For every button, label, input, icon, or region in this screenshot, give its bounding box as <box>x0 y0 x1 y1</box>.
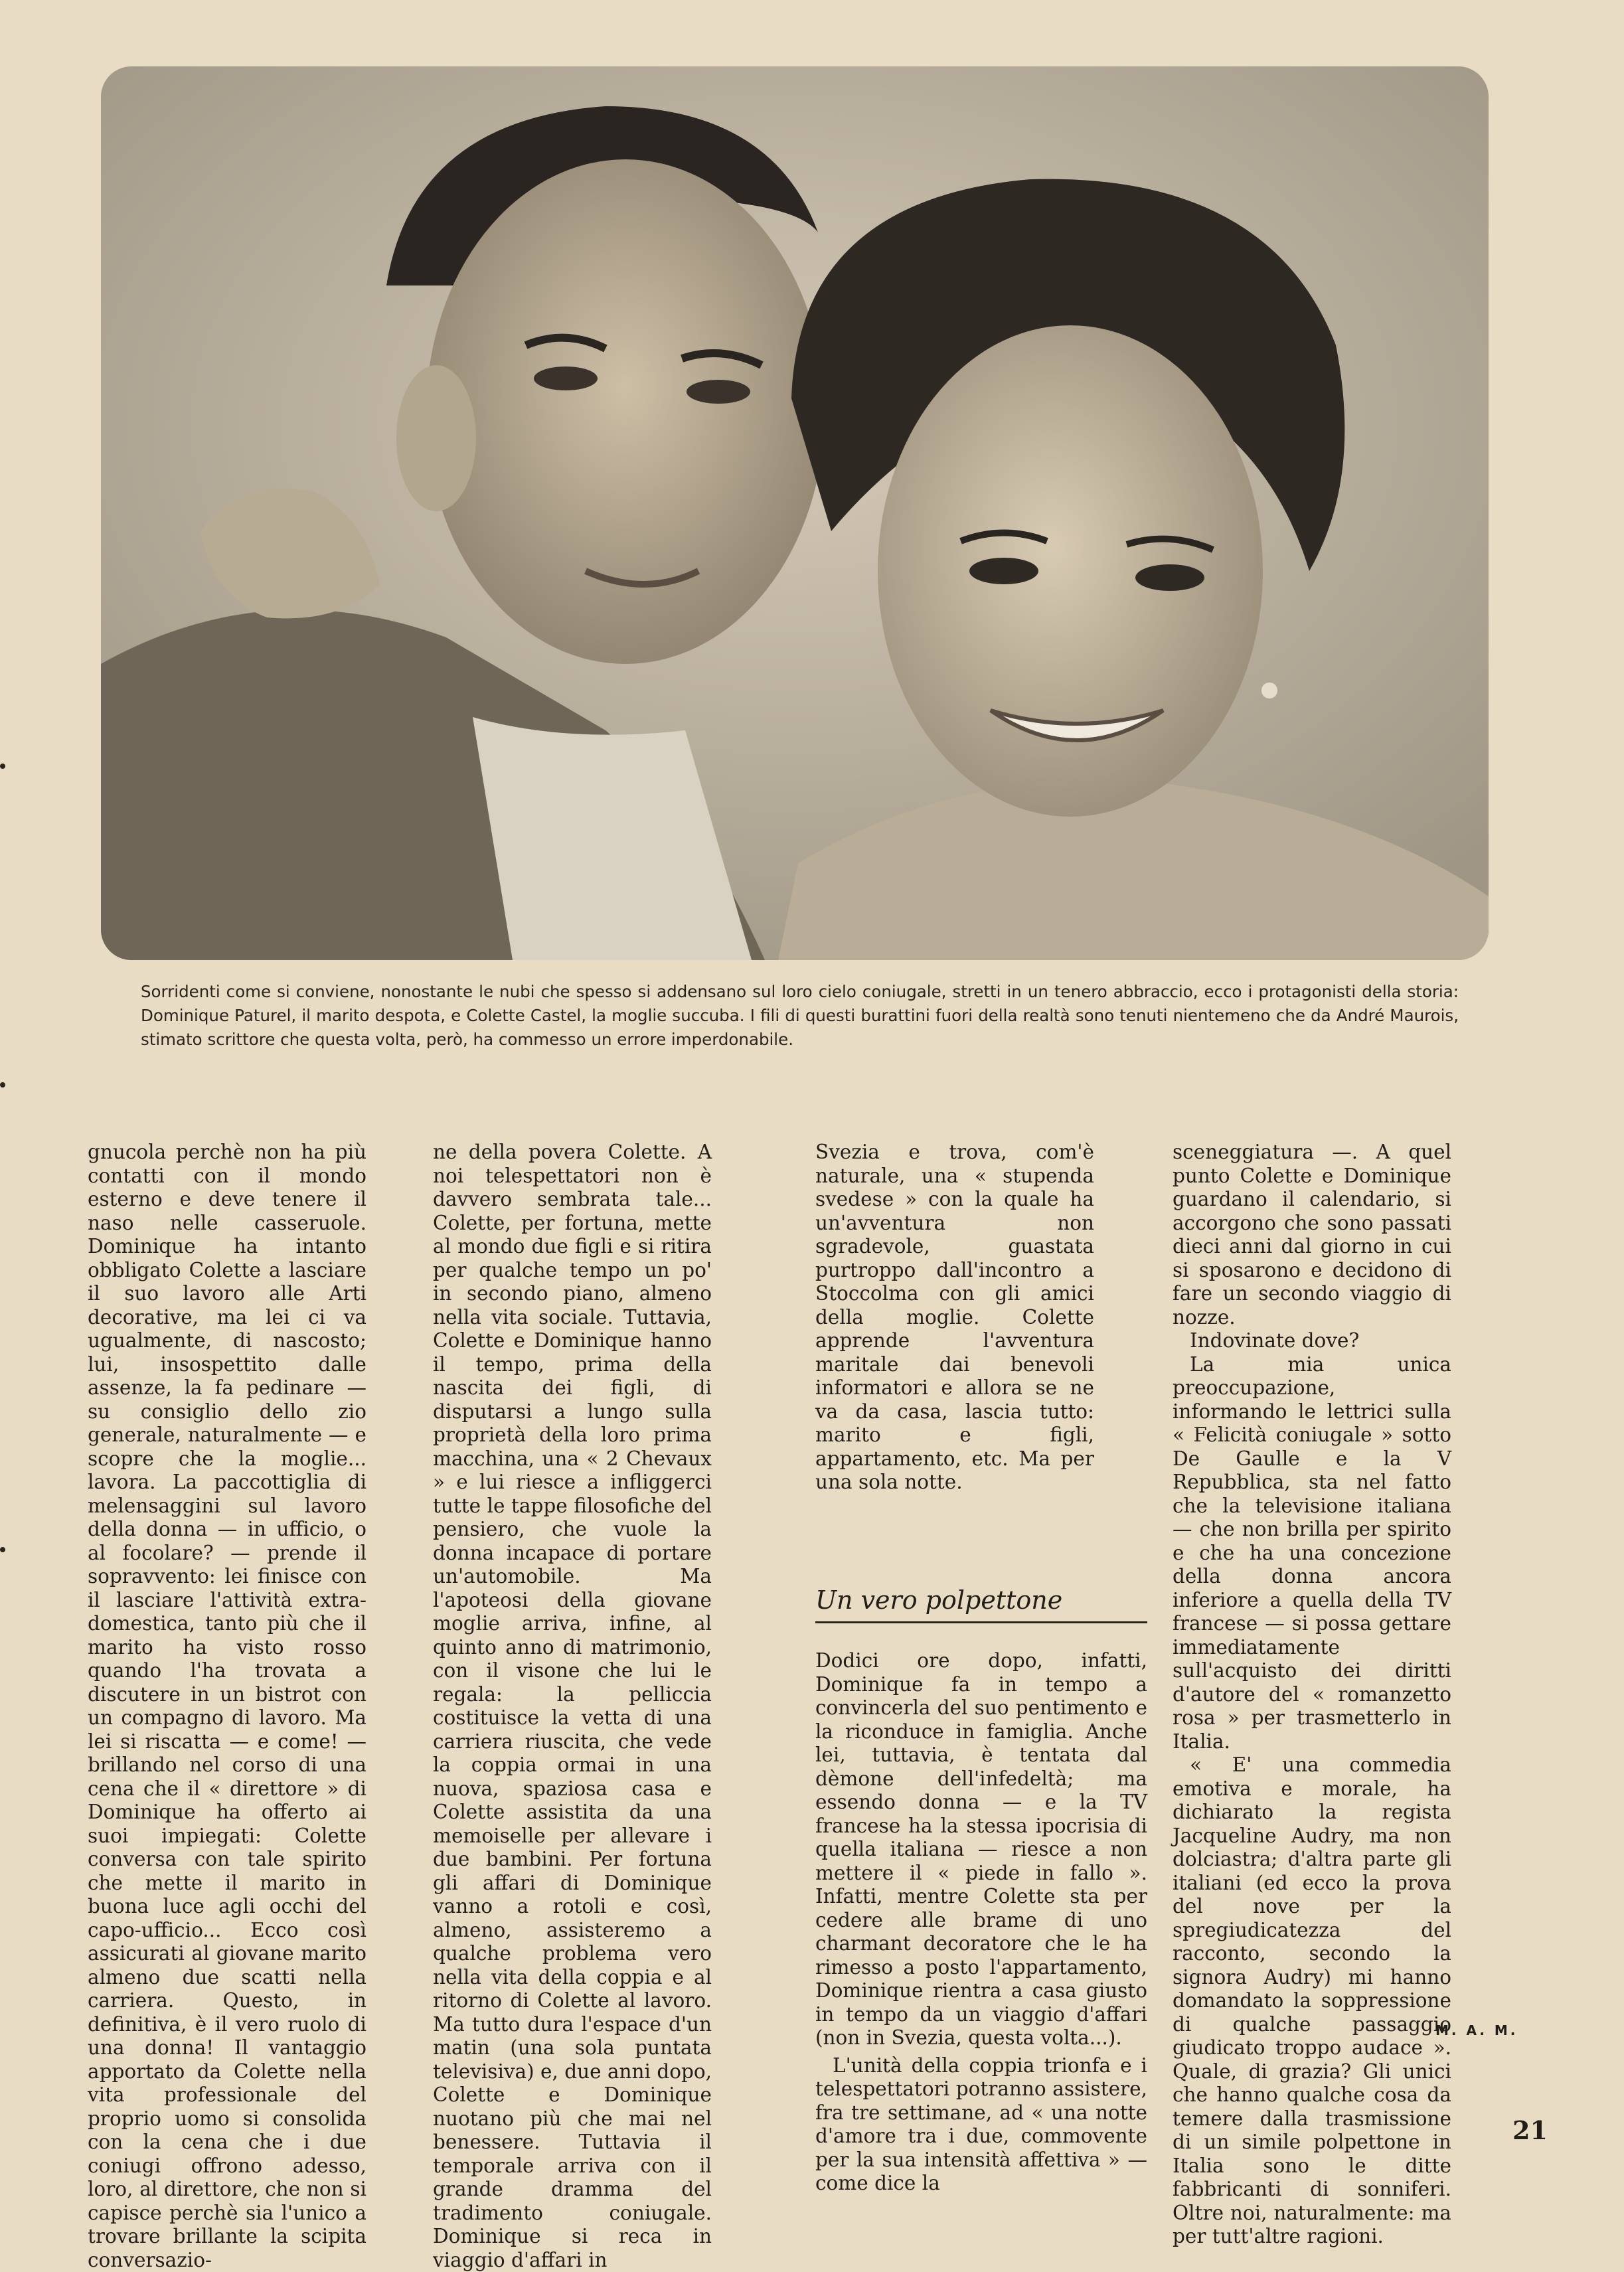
couple-photo <box>101 66 1489 960</box>
column-2-text: ne della povera Colette. A noi telespettatori non è davvero sembrata tale... Colette, per fortuna, mette al mondo due figli e si ritira per qualche tempo un po' in secondo piano, almeno nella vita sociale. Tuttavia, Colette e Dominique hanno il tempo, prima della nascita dei figli, di disputarsi a lungo sulla proprietà della loro prima macchina, una « 2 Chevaux » e lui riesce a infliggerci tutte le tappe filosofiche del pensiero, che vuole la donna incapace di portare un'automobile. Ma l'apoteosi della giovane moglie arriva, infine, al quinto anno di matrimonio, con il visone che lui le regala: la pelliccia costituisce la vetta di una carriera riuscita, che vede la coppia ormai in una nuova, spaziosa casa e Colette assistita da una memoiselle per allevare i due bambini. Per fortuna gli affari di Dominique vanno a rotoli e così, almeno, assisteremo a qualche problema vero nella vita della coppia e al ritorno di Colette al lavoro. Ma tutto dura l'espace d'un matin (una sola puntata televisiva) e, due anni dopo, Colette e Dominique nuotano più che mai nel benessere. Tuttavia il temporale arriva con il grande dramma del tradimento coniugale. Dominique si reca in viaggio d'affari in <box>433 1141 712 2271</box>
article-column-3-continued <box>815 1649 1147 2196</box>
margin-mark <box>0 1082 5 1088</box>
author-signature: M. A. M. <box>1435 2022 1518 2038</box>
column-4-paragraph-3: La mia unica preoccupazione, informando le lettrici sulla « Felicità coniugale » sotto De Gaulle e la V Repubblica, sta nel fatto che la televisione italiana — che non brilla per spirito e che ha una concezione della donna ancora inferiore a quella della TV francese — si possa gettare immediatamente sull'acquisto dei diritti d'autore del « romanzetto rosa » per trasmetterlo in Italia. <box>1173 1352 1451 1753</box>
article-column-4 <box>1173 1141 1451 2249</box>
column-3-top-text: Svezia e trova, com'è naturale, una « stupenda svedese » con la quale ha un'avventura non sgradevole, guastata purtroppo dall'incontro a Stoccolma con gli amici della moglie. Colette apprende l'avventura maritale dai benevoli informatori e allora se ne va da casa, lascia tutto: marito e figli, appartamento, etc. Ma per una sola notte. <box>815 1141 1094 1493</box>
photo-caption: Sorridenti come si conviene, nonostante le nubi che spesso si addensano sul loro cielo coniugale, stretti in un tenero abbraccio, ecco i protagonisti della storia: Dominique Paturel, il marito despota, e Colette Castel, la moglie succuba. I fili di questi burattini fuori della realtà sono tenuti nientemeno che da André Maurois, stimato scrittore che questa volta, però, ha commesso un errore imperdonabile. <box>141 982 1459 1049</box>
article-column-3 <box>815 1141 1094 1572</box>
column-1-text: gnucola perchè non ha più contatti con il mondo esterno e deve tenere il naso nelle casseruole. Dominique ha intanto obbligato Colette a lasciare il suo lavoro alle Arti decorative, ma lei ci va ugualmente, di nascosto; lui, insospettito dalle assenze, la fa pedinare — su consiglio dello zio generale, naturalmente — e scopre che la moglie... lavora. La paccottiglia di melensaggini sul lavoro della donna — in ufficio, o al focolare? — prende il sopravvento: lei finisce con il lasciare l'attività extra-domestica, tanto più che il marito ha visto rosso quando l'ha trovata a discutere in un bistrot con un compagno di lavoro. Ma lei si riscatta — e come! — brillando nel corso di una cena che il « direttore » di Dominique ha offerto ai suoi impiegati: Colette conversa con tale spirito che mette il marito in buona luce agli occhi del capo-ufficio... Ecco così assicurati al giovane marito almeno due scatti nella carriera. Questo, in definitiva, è il vero ruolo di una donna! Il vantaggio apportato da Colette nella vita professionale del proprio uomo si consolida con la cena che i due coniugi offrono adesso, loro, al direttore, che non si capisce perchè sia l'unico a trovare brillante la scipita conversazio- <box>88 1141 366 2271</box>
column-3-paragraph-1: Dodici ore dopo, infatti, Dominique fa in tempo a convincerla del suo pentimento e la riconduce in famiglia. Anche lei, tuttavia, è tentata dal dèmone dell'infedeltà; ma essendo donna — e la TV francese ha la stessa ipocrisia di quella italiana — riesce a non mettere il « piede in fallo ». Infatti, mentre Colette sta per cedere alle brame di uno charmant decoratore che le ha rimesso a posto l'appartamento, Dominique rientra a casa giusto in tempo da un viaggio d'affari (non in Svezia, questa volta...). <box>815 1649 1147 2049</box>
article-column-2 <box>433 1141 712 2272</box>
column-4-paragraph-4: « E' una commedia emotiva e morale, ha dichiarato la regista Jacqueline Audry, ma non dolciastra; d'altra parte gli italiani (ed ecco la prova del nove per la spregiudicatezza del racconto, secondo la signora Audry) mi hanno domandato la soppressione di qualche passaggio giudicato troppo audace ». Quale, di grazia? Gli unici che hanno qualche cosa da temere dalla trasmissione di un simile polpettone in Italia sono le ditte fabbricanti di sonniferi. Oltre noi, naturalmente: ma per tutt'altre ragioni. <box>1173 1753 1451 2247</box>
margin-mark <box>0 1547 5 1552</box>
section-subhead: Un vero polpettone <box>815 1584 1147 1623</box>
column-4-paragraph-1: sceneggiatura —. A quel punto Colette e Dominique guardano il calendario, si accorgono che sono passati dieci anni dal giorno in cui si sposarono e decidono di fare un secondo viaggio di nozze. <box>1173 1141 1451 1329</box>
page-number: 21 <box>1512 2115 1548 2145</box>
article-column-1 <box>88 1141 366 2272</box>
column-3-paragraph-2: L'unità della coppia trionfa e i telespettatori potranno assistere, fra tre settimane, ad « una notte d'amore tra i due, commovente per la sua intensità affettiva » — come dice la <box>815 2054 1147 2194</box>
couple-photo-illustration <box>101 66 1489 960</box>
margin-mark <box>0 764 5 769</box>
column-4-paragraph-2: Indovinate dove? <box>1190 1329 1360 1352</box>
